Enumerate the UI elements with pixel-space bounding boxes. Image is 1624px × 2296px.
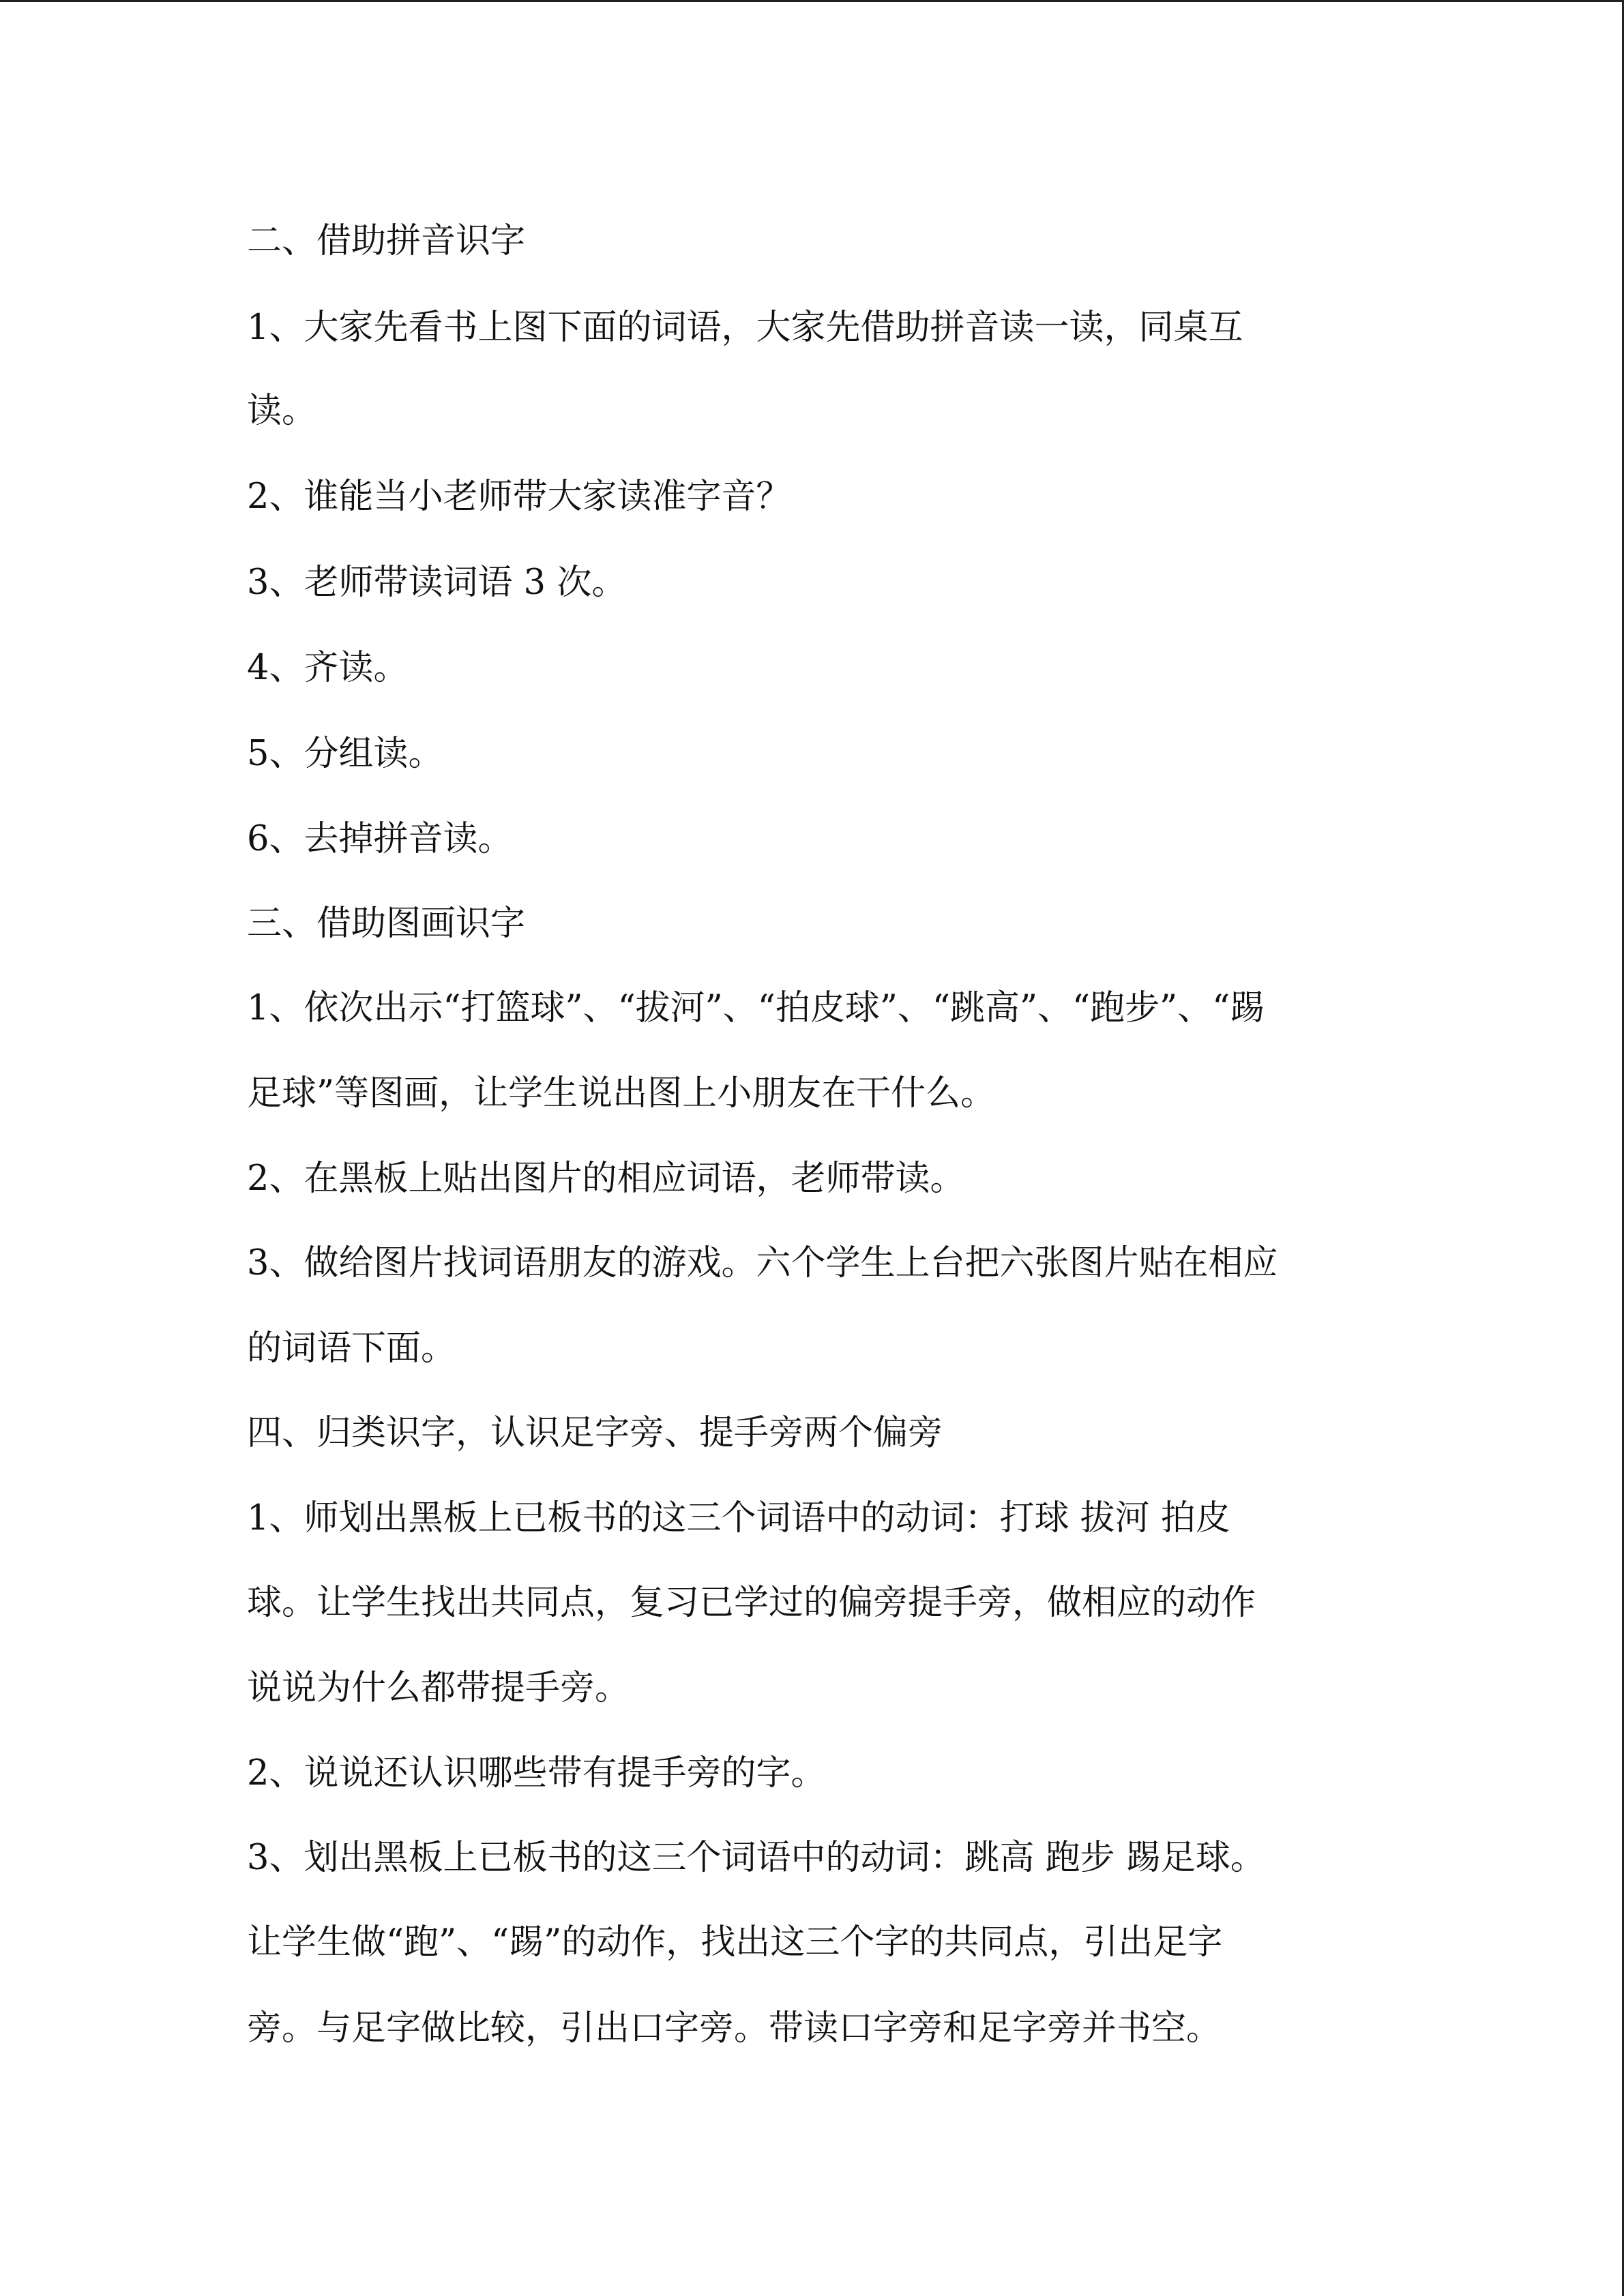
paragraph-line: 3、划出黑板上已板书的这三个词语中的动词：跳高 跑步 踢足球。 — [247, 1838, 1265, 1878]
paragraph-line: 5、分组读。 — [247, 734, 443, 774]
paragraph-line: 让学生做“跑”、“踢”的动作，找出这三个字的共同点，引出足字 — [247, 1922, 1223, 1963]
paragraph-line: 球。让学生找出共同点，复习已学过的偏旁提手旁，做相应的动作 — [247, 1583, 1256, 1623]
paragraph-line: 1、依次出示“打篮球”、“拔河”、“拍皮球”、“跳高”、“跑步”、“踢 — [247, 988, 1265, 1028]
paragraph-line: 足球”等图画，让学生说出图上小朋友在干什么。 — [247, 1073, 996, 1114]
paragraph-line: 4、齐读。 — [247, 648, 409, 688]
paragraph-line: 3、老师带读词语 3 次。 — [247, 563, 627, 603]
paragraph-line: 6、去掉拼音读。 — [247, 819, 513, 859]
section-heading-4: 四、归类识字，认识足字旁、提手旁两个偏旁 — [247, 1413, 943, 1453]
paragraph-line: 1、大家先看书上图下面的词语，大家先借助拼音读一读，同桌互 — [247, 308, 1243, 348]
paragraph-line: 1、师划出黑板上已板书的这三个词语中的动词：打球 拔河 拍皮 — [247, 1498, 1230, 1538]
paragraph-line: 2、说说还认识哪些带有提手旁的字。 — [247, 1753, 826, 1793]
paragraph-line: 说说为什么都带提手旁。 — [247, 1668, 630, 1708]
paragraph-line: 2、在黑板上贴出图片的相应词语，老师带读。 — [247, 1159, 965, 1199]
section-heading-3: 三、借助图画识字 — [247, 904, 526, 944]
section-heading-2: 二、借助拼音识字 — [247, 221, 526, 261]
paragraph-line: 读。 — [247, 391, 317, 431]
paragraph-line: 3、做给图片找词语朋友的游戏。六个学生上台把六张图片贴在相应 — [247, 1243, 1278, 1283]
paragraph-line: 2、谁能当小老师带大家读准字音？ — [247, 477, 791, 517]
paragraph-line: 的词语下面。 — [247, 1328, 456, 1369]
paragraph-line: 旁。与足字做比较，引出口字旁。带读口字旁和足字旁并书空。 — [247, 2008, 1222, 2048]
